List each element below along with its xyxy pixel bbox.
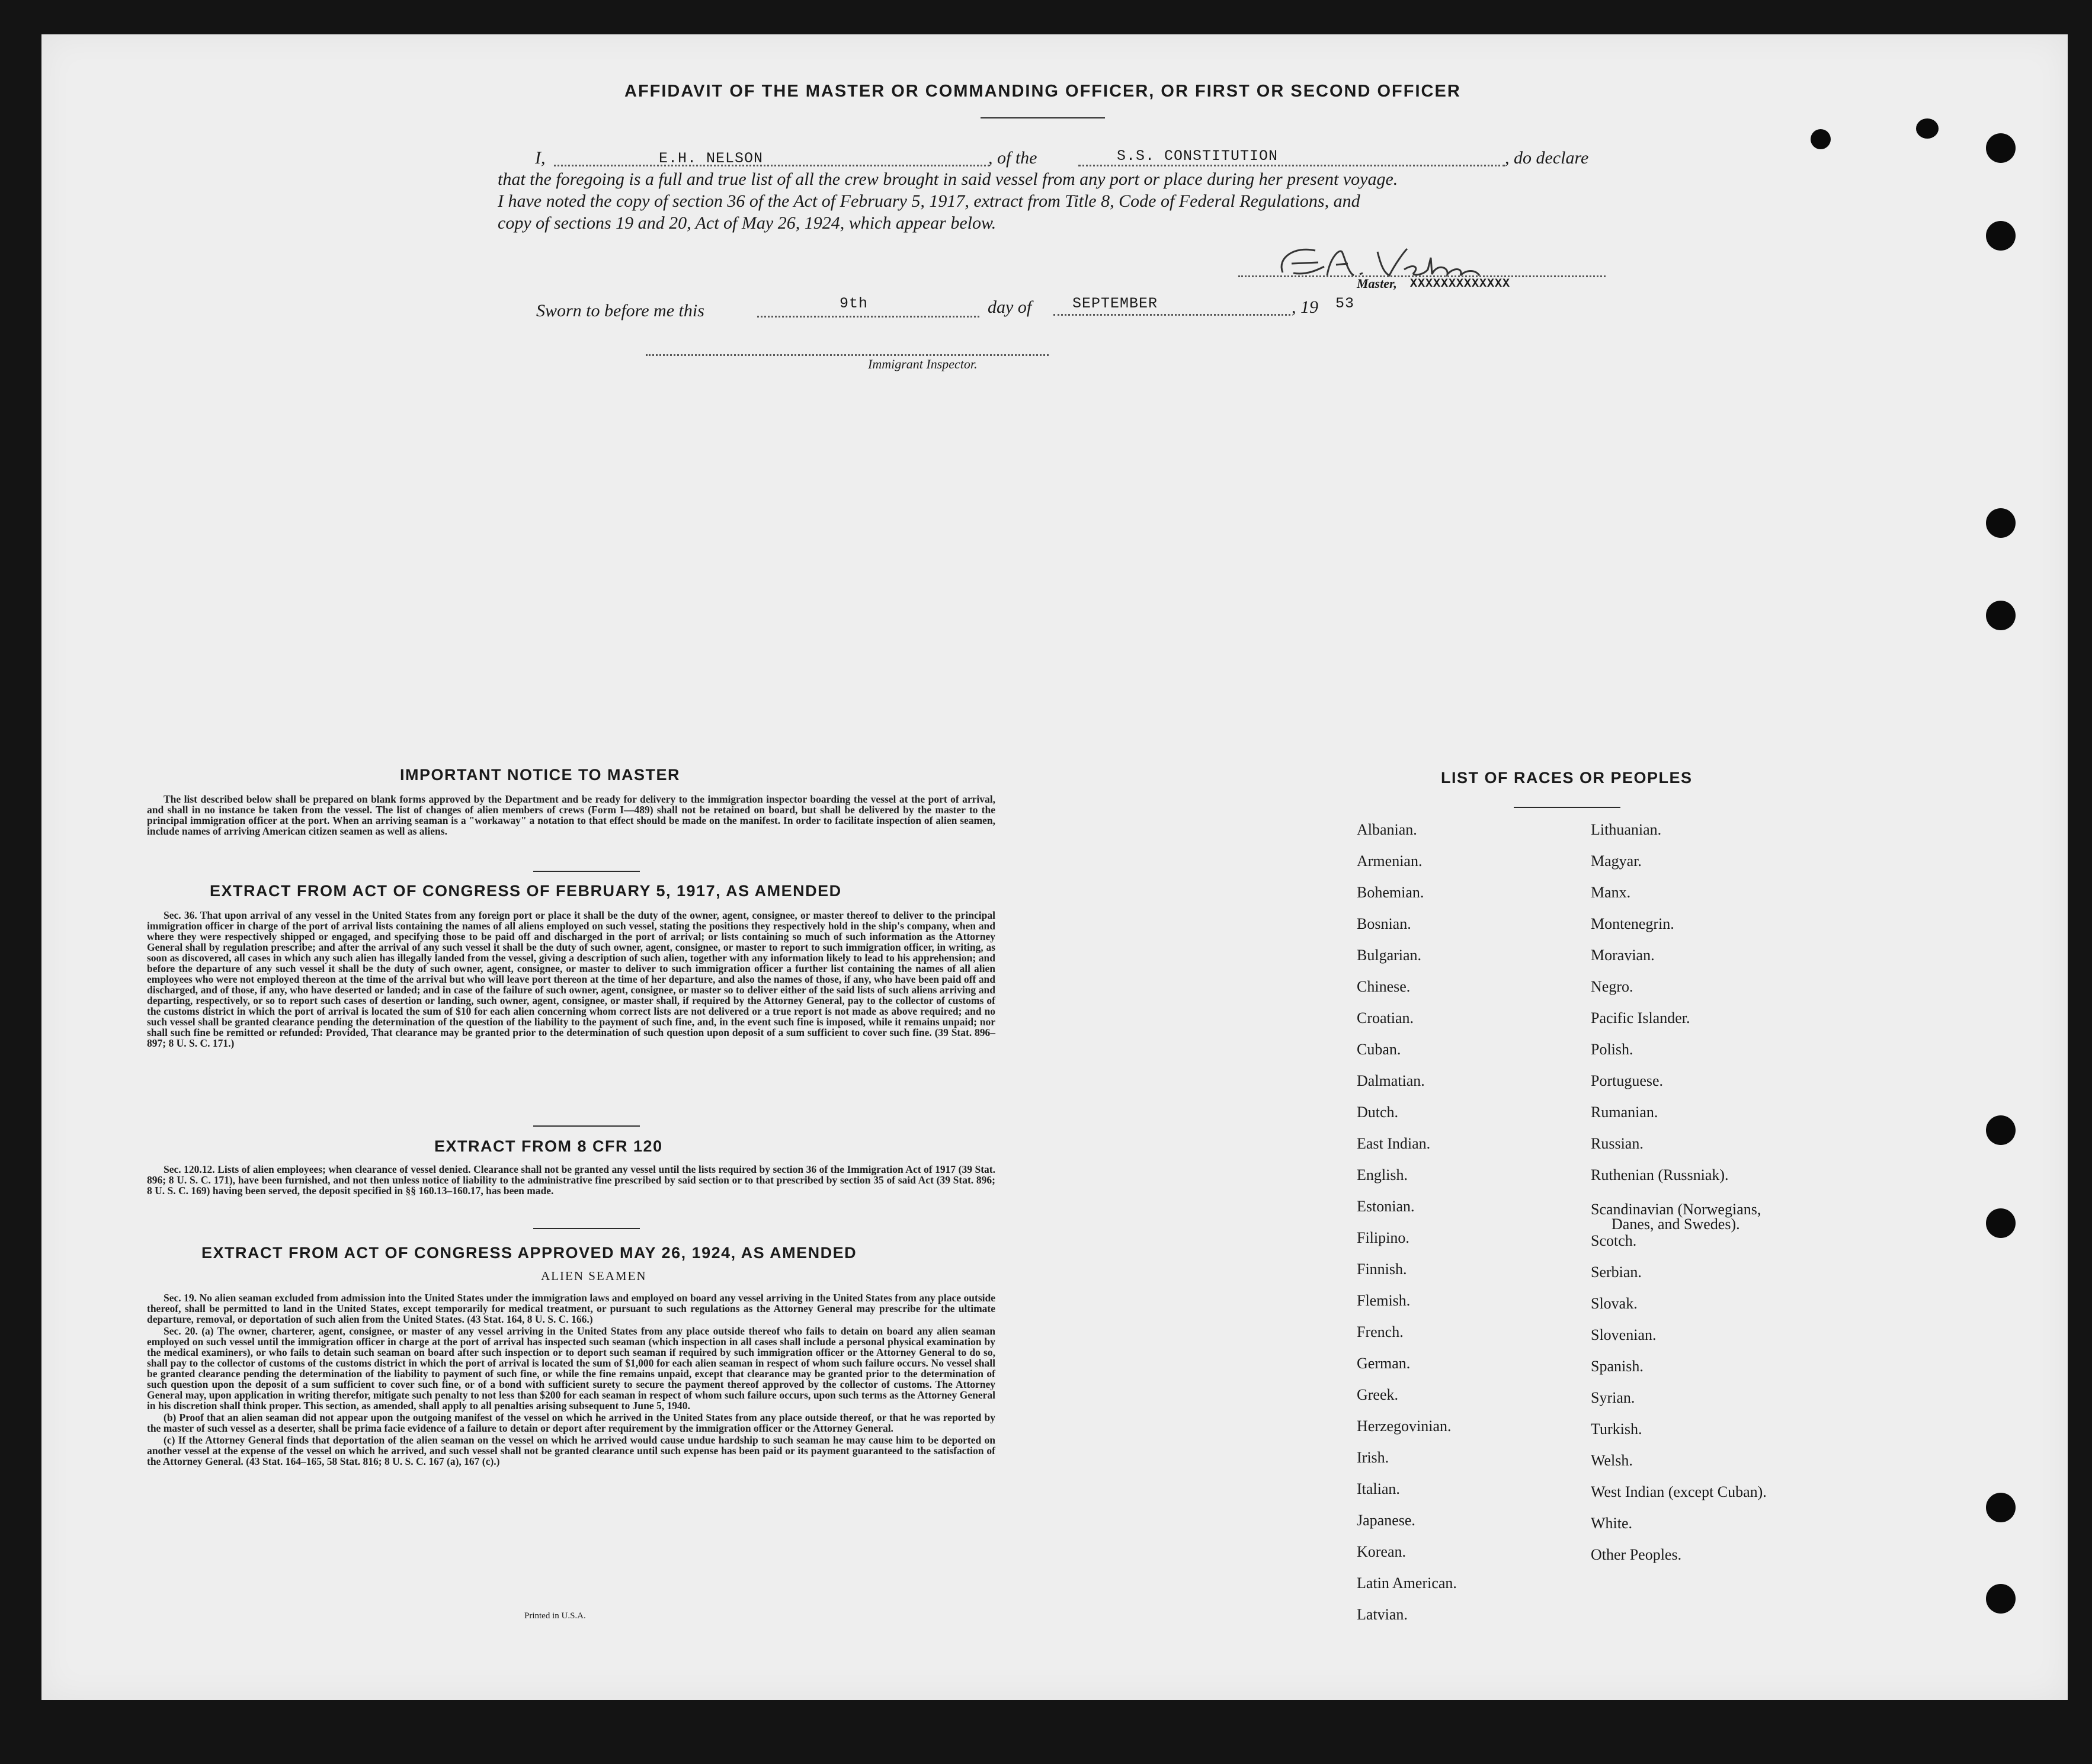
master-name: E.H. NELSON [659,150,764,167]
race-item: Dutch. [1357,1104,1399,1121]
race-item: Bosnian. [1357,915,1411,932]
race-item: Welsh. [1591,1452,1633,1469]
race-item: Flemish. [1357,1292,1411,1309]
month-line [1053,314,1290,316]
affidavit-line-2: that the foregoing is a full and true list of all the crew brought in said vessel from any port or place during her present voyage. [498,169,1398,189]
race-item: Herzegovinian. [1357,1417,1452,1435]
punch-hole [1986,508,2016,538]
race-item: Filipino. [1357,1229,1409,1246]
race-item: Korean. [1357,1543,1407,1560]
extract-1924-text [147,1292,995,1468]
punch-hole [1916,118,1939,139]
alien-seamen-subtitle: ALIEN SEAMEN [541,1269,647,1283]
master-label: Master, [1357,276,1397,291]
sec-20b-paragraph: (b) Proof that an alien seaman did not appear upon the outgoing manifest of the vessel on which he arrived in the United States from any place outside thereof, or that he was reported by the master of such vessel as a deserter, shall be prima facie evidence of a failure to detain or deport after requirement by the immigration officer or the Attorney General. [147,1412,995,1434]
race-item: Armenian. [1357,852,1423,870]
affidavit-line-4: copy of sections 19 and 20, Act of May 26, 1924, which appear below. [498,213,997,233]
race-item: Negro. [1591,978,1633,995]
sec-19-paragraph: Sec. 19. No alien seaman excluded from admission into the United States under the immigration laws and employed on board any vessel arriving in the United States from any place outside thereof, shall be permitted to land in the United States, except temporarily for medical treatment, or pursuant to such regulations as the Attorney General may prescribe for the ultimate departure, removal, or deportation of such alien from the United States. (43 Stat. 164, 8 U. S. C. 166.) [147,1292,995,1325]
race-item: Polish. [1591,1041,1633,1058]
race-item: West Indian (except Cuban). [1591,1483,1767,1500]
punch-hole [1986,1115,2016,1145]
race-item: Manx. [1591,884,1631,901]
punch-hole [1986,221,2016,251]
printed-in-usa: Printed in U.S.A. [524,1611,586,1621]
race-item: Magyar. [1591,852,1642,870]
race-item: Slovenian. [1591,1326,1657,1343]
race-item: Greek. [1357,1386,1399,1403]
notice-paragraph: The list described below shall be prepared on blank forms approved by the Department and be ready for delivery to the immigration inspector boarding the vessel at the port of arrival, and shall in no instance be taken from the vessel. The list of changes of alien members of crews (Form I—489) shall not be retained on board, but shall be delivered by the master to the principal immigration officer at the port. When an arriving seaman is a "workaway" a notation to that effect should be made on the manifest. In order to facilitate inspection of alien seamen, include names of arriving American citizen seamen as well as aliens. [147,793,995,837]
punch-hole [1986,601,2016,630]
races-title-rule [1514,807,1620,808]
race-item: Syrian. [1591,1389,1635,1406]
race-item: Lithuanian. [1591,821,1662,838]
title-rule [981,117,1105,118]
race-item: Scandinavian (Norwegians, [1591,1201,1761,1218]
do-declare-label: , do declare [1505,148,1589,168]
struck-officer-title: XXXXXXXXXXXXX [1410,277,1511,291]
notice-title: IMPORTANT NOTICE TO MASTER [400,766,680,784]
affidavit-title: AFFIDAVIT OF THE MASTER OR COMMANDING OFFICER, OR FIRST OR SECOND OFFICER [624,82,1461,101]
race-item: Italian. [1357,1480,1400,1497]
divider [533,871,640,872]
race-item: East Indian. [1357,1135,1431,1152]
extract-1924-title: EXTRACT FROM ACT OF CONGRESS APPROVED MAY 26, 1924, AS AMENDED [201,1244,857,1262]
race-item: Turkish. [1591,1420,1642,1438]
extract-cfr-paragraph: Sec. 120.12. Lists of alien employees; when clearance of vessel denied. Clearance shall not be granted any vessel until the lists required by section 36 of the Immigration Act of 1917 (39 Stat. 896; 8 U. S. C. 171), have been furnished, and not then unless notice of liability to the administrative fine prescribed by said section or to that prescribed by section 35 of said Act (39 Stat. 896; 8 U. S. C. 169) having been served, the deposit specified in §§ 160.13–160.17, has been made. [147,1163,995,1197]
extract-cfr-title: EXTRACT FROM 8 CFR 120 [434,1137,663,1155]
day-line [757,316,979,317]
race-item: White. [1591,1515,1633,1532]
extract-cfr-text [147,1164,995,1197]
punch-hole [1811,129,1831,149]
extract-1917-paragraph: Sec. 36. That upon arrival of any vessel in the United States from any foreign port or place it shall be the duty of the owner, agent, consignee, or master thereof to deliver to the principal immigration officer in charge of the port of arrival lists containing the names of all aliens employed on such vessel, stating the positions they respectively hold in the ship's company, when and where they were respectively shipped or engaged, and specifying those to be paid off and discharged in the port of arrival; or lists containing so much of such information as the Attorney General shall by regulation prescribe; and after the arrival of any such vessel it shall be the duty of such owner, agent, consignee, or master to report to such immigration officer, in writing, as soon as discovered, all cases in which any such alien has illegally landed from the vessel, giving a description of such alien, together with any information likely to lead to his apprehension; and before the departure of any such vessel it shall be the duty of such owner, agent, consignee, or master to deliver to such immigration officer a further list containing the names of all alien employees who were not employed thereon at the time of the arrival but who will leave port thereon at the time of her departure, and also the names of those, if any, who have been paid off and discharged, and of those, if any, who have deserted or landed; and in case of the failure of such owner, agent, consignee, or master so to deliver either of the said lists of such aliens arriving and departing, respectively, or so to report such cases of desertion or landing, such owner, agent, consignee, or master shall, if required by the Attorney General, pay to the collector of customs of the customs district in which the port of arrival is located the sum of $10 for each alien concerning whom correct lists are not delivered or a true report is not made as above required; and no such vessel shall be granted clearance pending the determination of the question of the liability to the payment of such fine, and, in the event such fine is imposed, while it remains unpaid; nor shall such fine be remitted or refunded: Provided, That clearance may be granted prior to the determination of such question upon deposit of a sum sufficient to cover such fine. (39 Stat. 896–897; 8 U. S. C. 171.) [147,909,995,1049]
name-line [554,165,989,166]
of-the-label: , of the [988,148,1037,168]
race-item: Moravian. [1591,947,1655,964]
race-item: Slovak. [1591,1295,1638,1312]
affidavit-line-3: I have noted the copy of section 36 of the Act of February 5, 1917, extract from Title 8, Code of Federal Regulations, and [498,191,1360,211]
race-item: Dalmatian. [1357,1072,1425,1089]
race-item: Cuban. [1357,1041,1401,1058]
inspector-line [646,354,1049,356]
race-item: Latin American. [1357,1574,1457,1592]
race-item: Danes, and Swedes). [1612,1215,1740,1233]
race-item: Latvian. [1357,1606,1408,1623]
race-item: Pacific Islander. [1591,1009,1690,1027]
punch-hole [1986,1584,2016,1614]
races-title: LIST OF RACES OR PEOPLES [1441,769,1693,787]
race-item: Portuguese. [1591,1072,1664,1089]
divider [533,1125,640,1127]
vessel-line [1078,165,1505,166]
punch-hole [1986,1208,2016,1238]
i-label: I, [535,148,546,168]
sworn-day: 9th [840,295,869,312]
punch-hole [1986,1493,2016,1522]
sec-20c-paragraph: (c) If the Attorney General finds that deportation of the alien seaman on the vessel on which he arrived would cause undue hardship to such seaman he may cause him to be deported on another vessel at the expense of the vessel on which he arrived, and such vessel shall not be granted clearance until such expense has been paid or its payment guaranteed to the satisfaction of the Attorney General. (43 Stat. 164–165, 58 Stat. 816; 8 U. S. C. 167 (a), 167 (c).) [147,1434,995,1467]
race-item: English. [1357,1166,1408,1184]
sworn-year: 53 [1335,295,1355,312]
race-item: Estonian. [1357,1198,1415,1215]
race-item: Croatian. [1357,1009,1414,1027]
race-item: Irish. [1357,1449,1389,1466]
extract-1917-title: EXTRACT FROM ACT OF CONGRESS OF FEBRUARY 5, 1917, AS AMENDED [210,882,842,900]
year-prefix: , 19 [1292,297,1318,317]
race-item: Bohemian. [1357,884,1424,901]
sworn-label: Sworn to before me this [536,301,704,320]
race-item: Chinese. [1357,978,1411,995]
divider [533,1228,640,1229]
race-item: Ruthenian (Russniak). [1591,1166,1729,1184]
inspector-label: Immigrant Inspector. [868,357,978,371]
vessel-name: S.S. CONSTITUTION [1117,147,1279,165]
day-of-label: day of [988,297,1032,317]
race-item: Rumanian. [1591,1104,1658,1121]
race-item: Russian. [1591,1135,1644,1152]
sec-20a-paragraph: Sec. 20. (a) The owner, charterer, agent, consignee, or master of any vessel arriving in the United States from any place outside thereof who fails to detain on board any alien seaman employed on such vessel until the immigration officer in charge at the port of arrival has inspected such seaman (which inspection in all cases shall include a personal physical examination by the medical examiners), or who fails to detain such seaman on board after such inspection or to deport such seaman if required by such immigration officer or the Attorney General to do so, shall pay to the collector of customs of the customs district in which the port of arrival is located the sum of $1,000 for each alien seaman in respect of whom such failure occurs. No vessel shall be granted clearance pending the determination of the liability to payment of such fine, or while the fine remains unpaid, except that clearance may be granted prior to the determination of such question upon the deposit of a sum sufficient to cover such fine, or of a bond with sufficient surety to secure the payment thereof approved by the collector of customs. The Attorney General may, upon application in writing therefor, mitigate such penalty to not less than $200 for each seaman in respect of whom such failure occurs, upon such terms as the Attorney General in his discretion shall think proper. This section, as amended, shall apply to all penalties arising subsequent to June 5, 1940. [147,1325,995,1412]
race-item: Scotch. [1591,1232,1637,1249]
notice-text [147,794,995,838]
race-item: Other Peoples. [1591,1546,1682,1563]
race-item: Serbian. [1591,1263,1642,1281]
sworn-month: SEPTEMBER [1072,295,1158,312]
race-item: Albanian. [1357,821,1417,838]
race-item: Montenegrin. [1591,915,1674,932]
race-item: Finnish. [1357,1261,1407,1278]
race-item: Japanese. [1357,1512,1415,1529]
race-item: Bulgarian. [1357,947,1422,964]
punch-hole [1986,133,2016,163]
extract-1917-text [147,910,995,1050]
race-item: French. [1357,1323,1404,1340]
race-item: Spanish. [1591,1358,1644,1375]
race-item: German. [1357,1355,1411,1372]
